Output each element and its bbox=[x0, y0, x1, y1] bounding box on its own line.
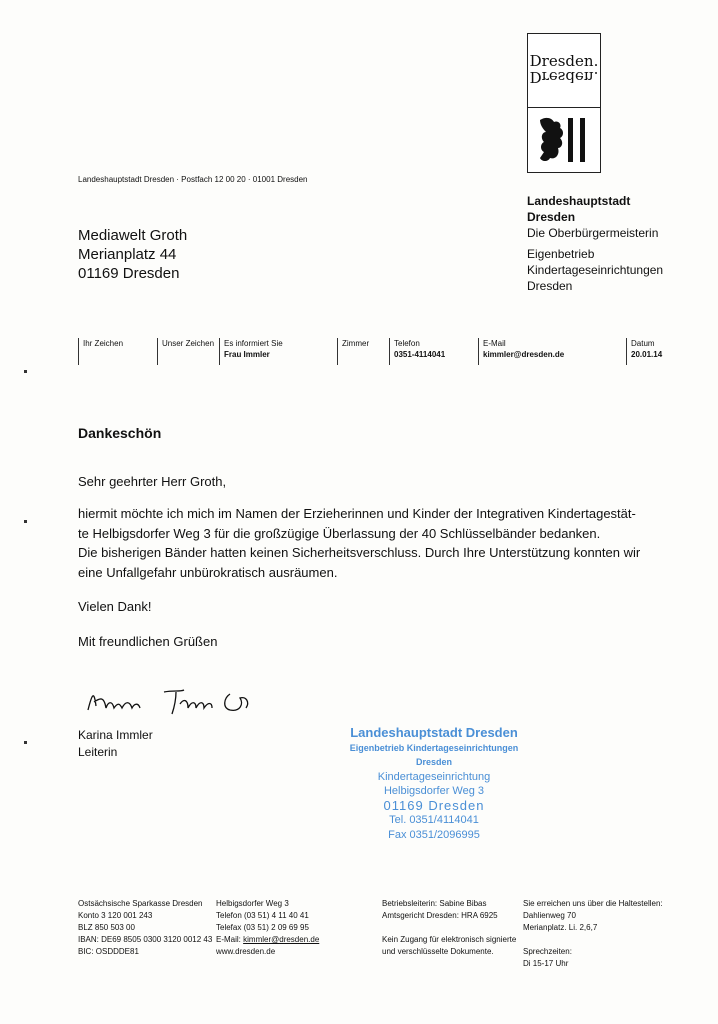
ref-value: kimmler@dresden.de bbox=[483, 350, 565, 359]
footer-transit bbox=[523, 898, 663, 970]
footer-email-link[interactable]: kimmler@dresden.de bbox=[243, 935, 320, 944]
signer-name: Karina Immler bbox=[78, 728, 153, 742]
handwritten-signature bbox=[84, 684, 264, 720]
org-department: Die Oberbürgermeisterin bbox=[527, 226, 659, 240]
recipient-line: 01169 Dresden bbox=[78, 265, 180, 282]
thanks-line: Vielen Dank! bbox=[78, 599, 152, 614]
org-unit: Eigenbetrieb bbox=[527, 247, 595, 261]
fold-mark bbox=[24, 741, 27, 744]
footer-spacer bbox=[523, 934, 663, 946]
footer-line: Dahlienweg 70 bbox=[523, 911, 576, 920]
ref-phone bbox=[389, 338, 445, 365]
body-line: te Helbigsdorfer Weg 3 für die großzügige Überlassung der 40 Schlüsselbänder bedanken. bbox=[78, 525, 601, 541]
footer-web-link[interactable]: www.dresden.de bbox=[216, 947, 276, 956]
org-name: Dresden bbox=[527, 210, 576, 224]
closing-line: Mit freundlichen Grüßen bbox=[78, 634, 218, 649]
lion-crest-icon bbox=[536, 114, 592, 166]
signer-block bbox=[78, 727, 153, 761]
recipient-address bbox=[78, 226, 187, 283]
footer-line: Sie erreichen uns über die Haltestellen: bbox=[523, 899, 663, 908]
org-name: Landeshauptstadt bbox=[527, 194, 631, 208]
salutation: Sehr geehrter Herr Groth, bbox=[78, 474, 227, 489]
footer-line: Telefax (03 51) 2 09 69 95 bbox=[216, 923, 309, 932]
fold-mark bbox=[24, 370, 27, 373]
footer-spacer bbox=[382, 922, 516, 934]
ref-room bbox=[337, 338, 369, 365]
sender-return-address: Landeshauptstadt Dresden · Postfach 12 00 20 · 01001 Dresden bbox=[78, 175, 308, 184]
logo-wordmark-mirrored: Dresden. bbox=[529, 68, 599, 86]
footer-line: Betriebsleiterin: Sabine Bibas bbox=[382, 899, 487, 908]
footer-line: Helbigsdorfer Weg 3 bbox=[216, 899, 289, 908]
ref-label: Datum bbox=[631, 339, 655, 348]
letter-body bbox=[78, 504, 678, 582]
ref-email bbox=[478, 338, 564, 365]
org-unit: Kindertageseinrichtungen bbox=[527, 263, 664, 277]
ref-label: Unser Zeichen bbox=[162, 339, 215, 348]
stamp-line: Fax 0351/2096995 bbox=[388, 828, 480, 841]
ref-contact bbox=[219, 338, 283, 365]
footer-address bbox=[216, 898, 319, 958]
footer-legal bbox=[382, 898, 516, 958]
stamp-line: Helbigsdorfer Weg 3 bbox=[383, 785, 485, 797]
ref-value: 20.01.14 bbox=[631, 350, 663, 359]
body-line: eine Unfallgefahr unbürokratisch ausräumen. bbox=[78, 564, 338, 580]
footer-line: Merianplatz. Li. 2,6,7 bbox=[523, 923, 598, 932]
ref-label: Telefon bbox=[394, 339, 420, 348]
ref-unser-zeichen bbox=[157, 338, 214, 365]
ref-ihr-zeichen bbox=[78, 338, 123, 365]
footer-line: Kein Zugang für elektronisch signierte bbox=[382, 935, 517, 944]
footer-line: Di 15-17 Uhr bbox=[523, 959, 569, 968]
ref-value: Frau Immler bbox=[224, 350, 270, 359]
footer-line: Telefon (03 51) 4 11 40 41 bbox=[216, 911, 309, 920]
ref-value: 0351-4114041 bbox=[394, 350, 446, 359]
body-line: hiermit möchte ich mich im Namen der Erzieherinnen und Kinder der Integrativen Kindertagestät- bbox=[78, 506, 636, 521]
logo-wordmark: Dresden. bbox=[529, 52, 599, 70]
footer-bank bbox=[78, 898, 212, 958]
footer-line: BIC: OSDDDE81 bbox=[78, 947, 139, 956]
recipient-line: Mediawelt Groth bbox=[78, 227, 188, 244]
recipient-line: Merianplatz 44 bbox=[78, 246, 177, 263]
letter-subject: Dankeschön bbox=[78, 425, 162, 441]
stamp-line: Eigenbetrieb Kindertageseinrichtungen Dresden bbox=[349, 742, 519, 767]
footer-line: IBAN: DE69 8505 0300 3120 0012 43 bbox=[78, 935, 213, 944]
official-stamp bbox=[334, 726, 534, 842]
stamp-line: Landeshauptstadt Dresden bbox=[350, 725, 518, 740]
footer-line: Amtsgericht Dresden: HRA 6925 bbox=[382, 911, 498, 920]
body-line: Die bisherigen Bänder hatten keinen Sicherheitsverschluss. Durch Ihre Unterstützung konnten wir bbox=[78, 545, 641, 560]
footer-line: Ostsächsische Sparkasse Dresden bbox=[78, 899, 203, 908]
footer-email-line bbox=[216, 934, 319, 946]
footer-line: Sprechzeiten: bbox=[523, 947, 572, 956]
logo-divider bbox=[528, 107, 600, 108]
city-logo bbox=[527, 33, 601, 173]
ref-date bbox=[626, 338, 662, 365]
ref-label: Ihr Zeichen bbox=[83, 339, 124, 348]
ref-label: Es informiert Sie bbox=[224, 339, 283, 348]
footer-email-label: E-Mail: bbox=[216, 935, 244, 944]
ref-label: Zimmer bbox=[342, 339, 370, 348]
organization-block bbox=[527, 193, 663, 294]
ref-label: E-Mail bbox=[483, 339, 506, 348]
footer-line: Konto 3 120 001 243 bbox=[78, 911, 153, 920]
fold-mark bbox=[24, 520, 27, 523]
footer-line: und verschlüsselte Dokumente. bbox=[382, 947, 494, 956]
signer-role: Leiterin bbox=[78, 745, 118, 759]
stamp-line: Tel. 0351/4114041 bbox=[389, 814, 479, 826]
footer-line: BLZ 850 503 00 bbox=[78, 923, 135, 932]
stamp-line: 01169 Dresden bbox=[383, 797, 485, 813]
org-unit: Dresden bbox=[527, 279, 573, 293]
stamp-line: Kindertageseinrichtung bbox=[377, 770, 491, 783]
